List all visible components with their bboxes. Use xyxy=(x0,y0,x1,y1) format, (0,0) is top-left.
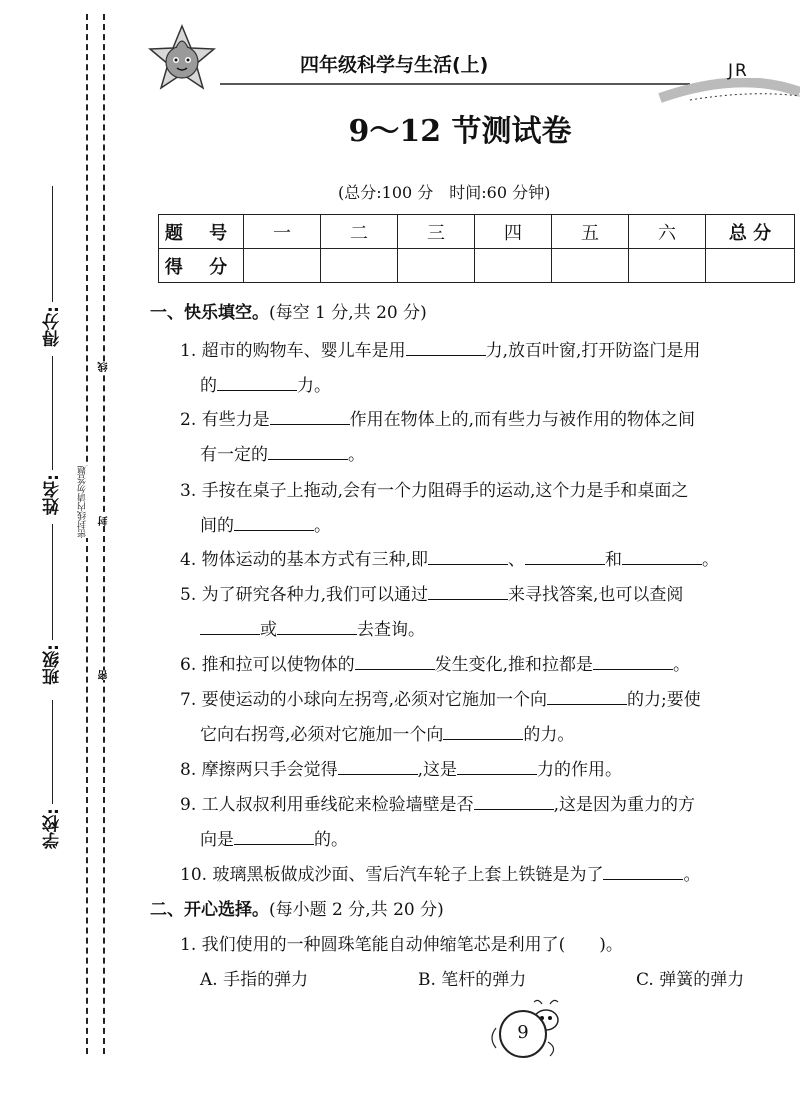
question-7 xyxy=(180,685,701,710)
q3-text-c: 。 xyxy=(314,516,331,536)
page-number: 9 xyxy=(499,1010,547,1058)
score-table-row2-header: 得 分 xyxy=(159,249,244,283)
q7-text-c: 它向右拐弯,必须对它施加一个向 xyxy=(200,725,444,745)
seal-char-feng: 封 xyxy=(99,516,110,526)
score-table-score-row xyxy=(159,249,795,283)
choice-option-a[interactable]: A. 手指的弹力 xyxy=(200,970,309,990)
choice-question-1: 1. 我们使用的一种圆珠笔能自动伸缩笔芯是利用了( )。 xyxy=(180,935,623,955)
q4-blank-3[interactable] xyxy=(622,547,702,565)
q2-blank-1[interactable] xyxy=(270,407,350,425)
q7-text-d: 的力。 xyxy=(523,725,575,745)
q1-blank-2[interactable] xyxy=(217,373,297,391)
q5-text-c: 或 xyxy=(260,620,277,640)
name-fill-line xyxy=(52,356,53,470)
question-4 xyxy=(180,545,719,570)
question-10 xyxy=(180,860,700,885)
seal-note: 密封线内请勿答题 xyxy=(78,466,88,538)
exam-meta: (总分:100 分 时间:60 分钟) xyxy=(338,183,551,202)
page-title: 9～12 节测试卷 xyxy=(348,114,572,149)
score-cell[interactable] xyxy=(475,249,552,283)
section-1-note: (每空 1 分,共 20 分) xyxy=(269,303,427,323)
question-3 xyxy=(180,476,688,501)
section-1-heading xyxy=(150,298,427,323)
q9-blank-1[interactable] xyxy=(474,792,554,810)
q9-text-c: 向是 xyxy=(200,830,234,850)
question-9 xyxy=(180,790,695,815)
score-col-1: 一 xyxy=(244,215,321,249)
q5-blank-3[interactable] xyxy=(277,617,357,635)
score-table-header-row xyxy=(159,215,795,249)
school-label: 学校: xyxy=(43,808,63,849)
section-2-heading xyxy=(150,895,444,920)
q4-blank-2[interactable] xyxy=(525,547,605,565)
question-2 xyxy=(180,405,695,430)
q5-blank-2[interactable] xyxy=(200,617,260,635)
q4-text-d: 。 xyxy=(702,550,720,570)
class-label: 班级: xyxy=(43,644,63,685)
q2-text-b: 作用在物体上的,而有些力与被作用的物体之间 xyxy=(349,410,696,430)
score-col-5: 五 xyxy=(552,215,629,249)
question-1 xyxy=(180,336,700,361)
score-table-row1-header: 题 号 xyxy=(159,215,244,249)
score-cell[interactable] xyxy=(629,249,706,283)
q10-text-a: 10. 玻璃黑板做成沙面、雪后汽车轮子上套上铁链是为了 xyxy=(180,865,604,885)
q1-blank-1[interactable] xyxy=(406,338,486,356)
q6-blank-1[interactable] xyxy=(355,652,435,670)
q9-text-b: ,这是因为重力的方 xyxy=(553,795,696,815)
q8-text-b: ,这是 xyxy=(417,760,458,780)
question-9-cont xyxy=(200,825,348,850)
q6-text-a: 6. 推和拉可以使物体的 xyxy=(180,655,355,675)
q2-text-a: 2. 有些力是 xyxy=(180,410,270,430)
score-label: 得分: xyxy=(43,306,63,347)
q4-text-b: 、 xyxy=(508,550,526,570)
q6-blank-2[interactable] xyxy=(593,652,673,670)
edition-mark: JR xyxy=(728,61,749,81)
name-label: 姓名: xyxy=(43,474,63,515)
score-cell[interactable] xyxy=(321,249,398,283)
q5-text-a: 5. 为了研究各种力,我们可以通过 xyxy=(180,585,429,605)
section-2-title: 二、开心选择。 xyxy=(150,900,269,920)
score-col-4: 四 xyxy=(475,215,552,249)
seal-dashed-line-2 xyxy=(103,14,105,1054)
q10-text-b: 。 xyxy=(683,865,701,885)
star-mascot-logo xyxy=(146,22,218,94)
score-col-3: 三 xyxy=(398,215,475,249)
score-cell[interactable] xyxy=(552,249,629,283)
q5-blank-1[interactable] xyxy=(428,582,508,600)
question-7-cont xyxy=(200,720,574,745)
question-8 xyxy=(180,755,622,780)
header-rule xyxy=(220,78,800,108)
q8-text-a: 8. 摩擦两只手会觉得 xyxy=(180,760,338,780)
choice-option-b[interactable]: B. 笔杆的弹力 xyxy=(418,970,527,990)
q10-blank[interactable] xyxy=(603,862,683,880)
q3-blank[interactable] xyxy=(234,513,314,531)
q7-blank-1[interactable] xyxy=(547,687,627,705)
book-banner: 四年级科学与生活(上) xyxy=(300,54,489,76)
school-fill-line xyxy=(52,700,53,804)
score-table xyxy=(158,214,795,283)
q8-text-c: 力的作用。 xyxy=(537,760,623,780)
q1-text-b: 力,放百叶窗,打开防盗门是用 xyxy=(485,341,701,361)
seal-char-xian: 线 xyxy=(99,362,110,372)
q2-text-d: 。 xyxy=(348,445,365,465)
q4-text-a: 4. 物体运动的基本方式有三种,即 xyxy=(180,550,429,570)
q9-text-a: 9. 工人叔叔利用垂线砣来检验墙壁是否 xyxy=(180,795,474,815)
q4-blank-1[interactable] xyxy=(428,547,508,565)
q8-blank-2[interactable] xyxy=(457,757,537,775)
score-cell-total[interactable] xyxy=(706,249,795,283)
score-col-6: 六 xyxy=(629,215,706,249)
q7-text-a: 7. 要使运动的小球向左拐弯,必须对它施加一个向 xyxy=(180,690,548,710)
q1-text-a: 1. 超市的购物车、婴儿车是用 xyxy=(180,341,406,361)
score-col-total: 总 分 xyxy=(706,215,795,249)
question-5 xyxy=(180,580,683,605)
score-cell[interactable] xyxy=(398,249,475,283)
question-5-cont xyxy=(200,615,425,640)
seal-char-mi: 密 xyxy=(99,670,110,680)
section-2-note: (每小题 2 分,共 20 分) xyxy=(269,900,444,920)
score-fill-line xyxy=(52,186,53,302)
score-col-2: 二 xyxy=(321,215,398,249)
q4-text-c: 和 xyxy=(605,550,623,570)
question-2-cont xyxy=(200,440,365,465)
q9-text-d: 的。 xyxy=(314,830,348,850)
q1-text-c: 的 xyxy=(200,376,217,396)
q6-text-b: 发生变化,推和拉都是 xyxy=(434,655,594,675)
q2-text-c: 有一定的 xyxy=(200,445,268,465)
q6-text-c: 。 xyxy=(673,655,691,675)
q7-blank-2[interactable] xyxy=(443,722,523,740)
score-cell[interactable] xyxy=(244,249,321,283)
q2-blank-2[interactable] xyxy=(268,442,348,460)
question-3-cont xyxy=(200,511,331,536)
question-6 xyxy=(180,650,690,675)
question-1-cont xyxy=(200,371,331,396)
q3-text-b: 间的 xyxy=(200,516,234,536)
class-fill-line xyxy=(52,524,53,640)
choice-option-c[interactable]: C. 弹簧的弹力 xyxy=(636,970,745,990)
q9-blank-2[interactable] xyxy=(234,827,314,845)
q8-blank-1[interactable] xyxy=(338,757,418,775)
q3-text-a: 3. 手按在桌子上拖动,会有一个力阻碍手的运动,这个力是手和桌面之 xyxy=(180,481,689,501)
q7-text-b: 的力;要使 xyxy=(627,690,701,710)
q1-text-d: 力。 xyxy=(297,376,331,396)
q5-text-d: 去查询。 xyxy=(357,620,425,640)
section-1-title: 一、快乐填空。 xyxy=(150,303,269,323)
q5-text-b: 来寻找答案,也可以查阅 xyxy=(508,585,684,605)
